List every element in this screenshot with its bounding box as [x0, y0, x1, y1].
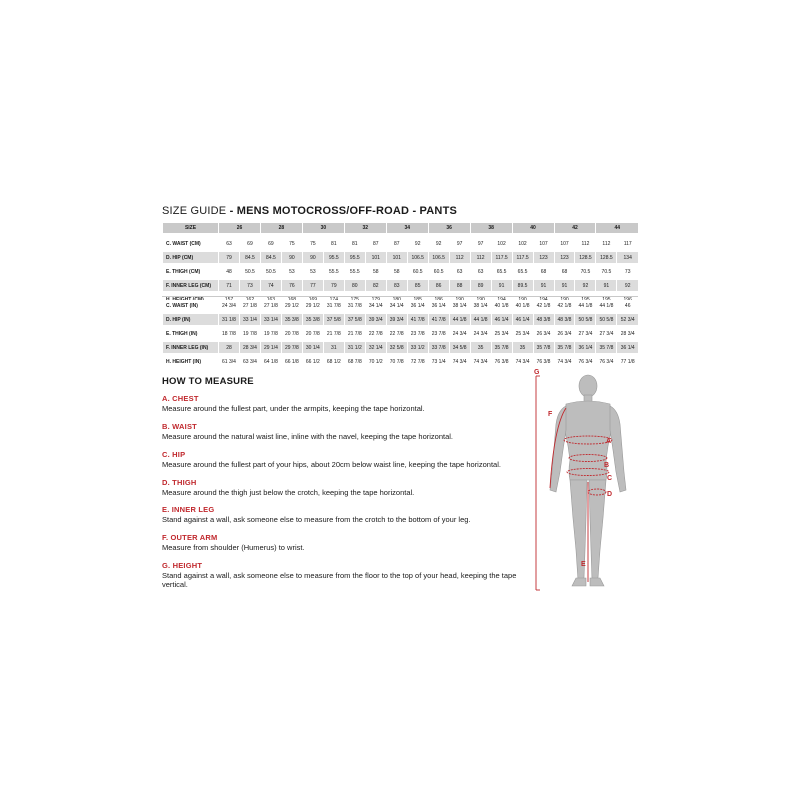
table-cell: 34 1/4 [386, 300, 407, 311]
table-cell: 24 3/4 [219, 300, 240, 311]
row-label: D. HIP (IN) [163, 314, 219, 325]
label-d: D [607, 491, 613, 498]
table-cell: 70 7/8 [386, 356, 407, 367]
table-cell: 31 7/8 [344, 300, 365, 311]
table-cell: 76 3/8 [491, 356, 512, 367]
table-cell: 117 [617, 238, 638, 249]
table-cell: 29 1/2 [302, 300, 323, 311]
table-row [163, 356, 639, 367]
table-cell: 82 [365, 280, 386, 291]
table-cell: 128.5 [596, 252, 617, 263]
size-col-38: 38 [470, 223, 512, 233]
in-rows [163, 300, 639, 367]
table-cell: 91 [596, 280, 617, 291]
table-cell: 89 [470, 280, 491, 291]
table-cell: 79 [323, 280, 344, 291]
table-row [163, 280, 639, 291]
table-cell: 35 [470, 342, 491, 353]
table-cell: 39 3/4 [386, 314, 407, 325]
table-cell: 50.5 [239, 266, 260, 277]
table-cell: 112 [575, 238, 596, 249]
table-cell: 28 [219, 342, 240, 353]
size-col-40: 40 [512, 223, 554, 233]
table-cell: 38 1/4 [449, 300, 470, 311]
table-cell: 31 [323, 342, 344, 353]
table-cell: 117.5 [491, 252, 512, 263]
table-row [163, 266, 639, 277]
table-cell: 31 1/2 [344, 342, 365, 353]
table-cell: 38 1/4 [470, 300, 491, 311]
table-cell: 97 [470, 238, 491, 249]
table-cell: 112 [470, 252, 491, 263]
row-label: F. INNER LEG (IN) [163, 342, 219, 353]
measure-text: Measure around the fullest part, under the armpits, keeping the tape horizontal. [162, 404, 425, 413]
table-cell: 34 1/4 [365, 300, 386, 311]
measure-item-waist [162, 422, 532, 441]
table-cell: 85 [407, 280, 428, 291]
table-row [163, 238, 639, 249]
measure-text: Stand against a wall, ask someone else to measure from the floor to the top of your head, keeping the tape vertical. [162, 571, 517, 589]
table-cell: 88 [449, 280, 470, 291]
row-label: C. WAIST (IN) [163, 300, 219, 311]
table-cell: 44 1/8 [596, 300, 617, 311]
table-cell: 63 [219, 238, 240, 249]
table-cell: 41 7/8 [428, 314, 449, 325]
table-cell: 65.5 [491, 266, 512, 277]
table-cell: 35 7/8 [533, 342, 554, 353]
table-cell: 44 1/8 [470, 314, 491, 325]
table-cell: 69 [239, 238, 260, 249]
table-cell: 97 [449, 238, 470, 249]
table-cell: 73 [617, 266, 638, 277]
table-cell: 117.5 [512, 252, 533, 263]
table-cell: 24 3/4 [449, 328, 470, 339]
table-cell: 76 3/4 [575, 356, 596, 367]
table-cell: 74 3/4 [554, 356, 575, 367]
table-row [163, 342, 639, 353]
table-cell: 50 5/8 [596, 314, 617, 325]
table-cell: 89.5 [512, 280, 533, 291]
table-cell: 76 3/4 [596, 356, 617, 367]
table-cell: 102 [491, 238, 512, 249]
table-cell: 24 3/4 [470, 328, 491, 339]
label-f: F [548, 411, 553, 418]
table-cell: 40 1/8 [512, 300, 533, 311]
page-title [162, 205, 457, 217]
table-cell: 29 1/4 [260, 342, 281, 353]
measure-text: Measure around the fullest part of your hips, about 20cm below waist line, keeping the tape horizontal. [162, 460, 501, 469]
measure-item-hip [162, 450, 532, 469]
table-cell: 92 [407, 238, 428, 249]
table-cell: 74 3/4 [470, 356, 491, 367]
table-cell: 20 7/8 [302, 328, 323, 339]
table-cell: 55.5 [323, 266, 344, 277]
table-cell: 48 [219, 266, 240, 277]
table-cell: 73 1/4 [428, 356, 449, 367]
table-cell: 83 [386, 280, 407, 291]
measure-title: D. THIGH [162, 478, 197, 487]
table-cell: 81 [344, 238, 365, 249]
table-cell: 25 3/4 [491, 328, 512, 339]
table-cell: 36 1/4 [575, 342, 596, 353]
table-cell: 27 3/4 [596, 328, 617, 339]
size-col-36: 36 [428, 223, 470, 233]
table-cell: 87 [365, 238, 386, 249]
table-cell: 68 [554, 266, 575, 277]
table-cell: 33 7/8 [428, 342, 449, 353]
table-cell: 35 7/8 [596, 342, 617, 353]
table-cell: 92 [617, 280, 638, 291]
table-cell: 69 [260, 238, 281, 249]
table-cell: 30 1/4 [302, 342, 323, 353]
table-cell: 46 1/4 [491, 314, 512, 325]
table-cell: 29 1/2 [281, 300, 302, 311]
measure-title: C. HIP [162, 450, 186, 459]
table-cell: 90 [302, 252, 323, 263]
table-cell: 19 7/8 [260, 328, 281, 339]
table-cell: 46 [617, 300, 638, 311]
table-cell: 33 1/4 [239, 314, 260, 325]
table-cell: 28 3/4 [239, 342, 260, 353]
measure-text: Stand against a wall, ask someone else to measure from the crotch to the bottom of your leg. [162, 515, 471, 524]
label-g: G [534, 369, 540, 376]
table-cell: 55.5 [344, 266, 365, 277]
table-cell: 35 7/8 [554, 342, 575, 353]
row-label: H. HEIGHT (IN) [163, 356, 219, 367]
row-label: F. INNER LEG (CM) [163, 280, 219, 291]
label-c: C [607, 475, 613, 482]
table-row [163, 300, 639, 311]
table-cell: 123 [554, 252, 575, 263]
table-cell: 50 5/8 [575, 314, 596, 325]
how-to-measure-heading: HOW TO MEASURE [162, 376, 254, 387]
table-cell: 91 [491, 280, 512, 291]
size-col-28: 28 [260, 223, 302, 233]
table-cell: 75 [302, 238, 323, 249]
table-cell: 68 1/2 [323, 356, 344, 367]
table-cell: 34 5/8 [449, 342, 470, 353]
table-cell: 73 [239, 280, 260, 291]
table-cell: 58 [386, 266, 407, 277]
size-table-in [162, 300, 638, 367]
table-cell: 74 3/4 [449, 356, 470, 367]
measure-item-thigh [162, 478, 532, 497]
measure-text: Measure around the natural waist line, inline with the navel, keeping the tape horizontal. [162, 432, 454, 441]
table-cell: 74 [260, 280, 281, 291]
table-cell: 76 [281, 280, 302, 291]
table-cell: 46 1/4 [512, 314, 533, 325]
table-row [163, 314, 639, 325]
size-col-34: 34 [386, 223, 428, 233]
table-cell: 40 1/8 [491, 300, 512, 311]
table-cell: 48 3/8 [533, 314, 554, 325]
table-cell: 44 1/8 [575, 300, 596, 311]
table-cell: 92 [428, 238, 449, 249]
table-cell: 84.5 [239, 252, 260, 263]
table-cell: 36 1/4 [428, 300, 449, 311]
size-col-44: 44 [596, 223, 638, 233]
measure-title: A. CHEST [162, 394, 199, 403]
label-a: A [606, 438, 612, 445]
table-cell: 42 1/8 [533, 300, 554, 311]
table-cell: 28 3/4 [617, 328, 638, 339]
table-cell: 18 7/8 [219, 328, 240, 339]
table-cell: 112 [449, 252, 470, 263]
table-cell: 77 [302, 280, 323, 291]
table-cell: 70.5 [596, 266, 617, 277]
cm-rows [163, 238, 639, 305]
table-cell: 84.5 [260, 252, 281, 263]
size-col-26: 26 [219, 223, 261, 233]
table-cell: 27 1/8 [239, 300, 260, 311]
table-cell: 39 3/4 [365, 314, 386, 325]
table-cell: 101 [365, 252, 386, 263]
table-cell: 31 7/8 [323, 300, 344, 311]
table-cell: 23 7/8 [407, 328, 428, 339]
table-cell: 26 3/4 [554, 328, 575, 339]
table-cell: 86 [428, 280, 449, 291]
table-cell: 90 [281, 252, 302, 263]
table-cell: 41 7/8 [407, 314, 428, 325]
table-cell: 23 7/8 [428, 328, 449, 339]
table-cell: 92 [575, 280, 596, 291]
table-cell: 31 1/8 [219, 314, 240, 325]
table-cell: 53 [281, 266, 302, 277]
table-cell: 68 [533, 266, 554, 277]
table-cell: 65.5 [512, 266, 533, 277]
table-cell: 35 3/8 [302, 314, 323, 325]
row-label: E. THIGH (IN) [163, 328, 219, 339]
table-cell: 128.5 [575, 252, 596, 263]
table-cell: 134 [617, 252, 638, 263]
row-label: D. HIP (CM) [163, 252, 219, 263]
table-cell: 37 5/8 [344, 314, 365, 325]
table-cell: 27 1/8 [260, 300, 281, 311]
table-cell: 29 7/8 [281, 342, 302, 353]
table-cell: 68 7/8 [344, 356, 365, 367]
table-cell: 80 [344, 280, 365, 291]
title-prefix: SIZE GUIDE [162, 205, 227, 217]
table-cell: 101 [386, 252, 407, 263]
row-label: C. WAIST (CM) [163, 238, 219, 249]
body-measurement-figure [526, 368, 648, 600]
table-cell: 63 [449, 266, 470, 277]
table-cell: 22 7/8 [365, 328, 386, 339]
table-cell: 35 3/8 [281, 314, 302, 325]
table-cell: 66 1/2 [302, 356, 323, 367]
table-cell: 48 3/8 [554, 314, 575, 325]
table-cell: 52 3/4 [617, 314, 638, 325]
table-divider [162, 296, 638, 297]
table-cell: 32 5/8 [386, 342, 407, 353]
table-cell: 63 3/4 [239, 356, 260, 367]
measure-item-inner-leg [162, 505, 532, 524]
measure-item-height [162, 561, 532, 589]
table-cell: 71 [219, 280, 240, 291]
measure-title: E. INNER LEG [162, 505, 215, 514]
table-cell: 91 [533, 280, 554, 291]
measure-item-outer-arm [162, 533, 532, 552]
table-cell: 81 [323, 238, 344, 249]
table-cell: 74 3/4 [512, 356, 533, 367]
measure-title: F. OUTER ARM [162, 533, 218, 542]
size-col-32: 32 [344, 223, 386, 233]
table-cell: 70 1/2 [365, 356, 386, 367]
table-cell: 33 1/2 [407, 342, 428, 353]
table-cell: 26 3/4 [533, 328, 554, 339]
table-cell: 44 1/8 [449, 314, 470, 325]
table-cell: 42 1/8 [554, 300, 575, 311]
table-cell: 36 1/4 [617, 342, 638, 353]
label-b: B [604, 462, 610, 469]
table-cell: 53 [302, 266, 323, 277]
table-row [163, 252, 639, 263]
table-cell: 107 [533, 238, 554, 249]
table-cell: 20 7/8 [281, 328, 302, 339]
table-cell: 50.5 [260, 266, 281, 277]
table-cell: 22 7/8 [386, 328, 407, 339]
table-cell: 19 7/8 [239, 328, 260, 339]
table-cell: 107 [554, 238, 575, 249]
table-cell: 58 [365, 266, 386, 277]
table-cell: 95.5 [323, 252, 344, 263]
table-cell: 91 [554, 280, 575, 291]
table-cell: 37 5/8 [323, 314, 344, 325]
size-col-42: 42 [554, 223, 596, 233]
table-cell: 61 3/4 [219, 356, 240, 367]
table-cell: 21 7/8 [323, 328, 344, 339]
table-cell: 123 [533, 252, 554, 263]
table-cell: 36 1/4 [407, 300, 428, 311]
title-separator: - [226, 205, 237, 217]
size-header-row [163, 223, 639, 233]
table-cell: 106.5 [407, 252, 428, 263]
table-cell: 112 [596, 238, 617, 249]
label-e: E [581, 561, 586, 568]
table-cell: 95.5 [344, 252, 365, 263]
size-label: SIZE [163, 223, 219, 233]
table-cell: 79 [219, 252, 240, 263]
table-cell: 60.5 [428, 266, 449, 277]
title-main: MENS MOTOCROSS/OFF-ROAD - PANTS [236, 205, 458, 217]
measure-title: G. HEIGHT [162, 561, 203, 570]
table-cell: 72 7/8 [407, 356, 428, 367]
table-cell: 66 1/8 [281, 356, 302, 367]
size-table-cm [162, 238, 638, 305]
size-col-30: 30 [302, 223, 344, 233]
table-cell: 75 [281, 238, 302, 249]
measure-item-chest [162, 394, 532, 413]
row-label: E. THIGH (CM) [163, 266, 219, 277]
table-cell: 35 [512, 342, 533, 353]
table-cell: 102 [512, 238, 533, 249]
table-cell: 106.5 [428, 252, 449, 263]
table-cell: 21 7/8 [344, 328, 365, 339]
table-cell: 35 7/8 [491, 342, 512, 353]
table-cell: 77 1/8 [617, 356, 638, 367]
table-cell: 33 1/4 [260, 314, 281, 325]
table-cell: 63 [470, 266, 491, 277]
table-cell: 32 1/4 [365, 342, 386, 353]
size-header-table [162, 223, 638, 233]
table-cell: 64 1/8 [260, 356, 281, 367]
measure-title: B. WAIST [162, 422, 197, 431]
table-cell: 25 3/4 [512, 328, 533, 339]
measure-text: Measure around the thigh just below the crotch, keeping the tape horizontal. [162, 488, 415, 497]
table-cell: 76 3/8 [533, 356, 554, 367]
table-cell: 60.5 [407, 266, 428, 277]
table-row [163, 328, 639, 339]
table-cell: 87 [386, 238, 407, 249]
table-cell: 27 3/4 [575, 328, 596, 339]
table-cell: 70.5 [575, 266, 596, 277]
measure-text: Measure from shoulder (Humerus) to wrist. [162, 543, 305, 552]
